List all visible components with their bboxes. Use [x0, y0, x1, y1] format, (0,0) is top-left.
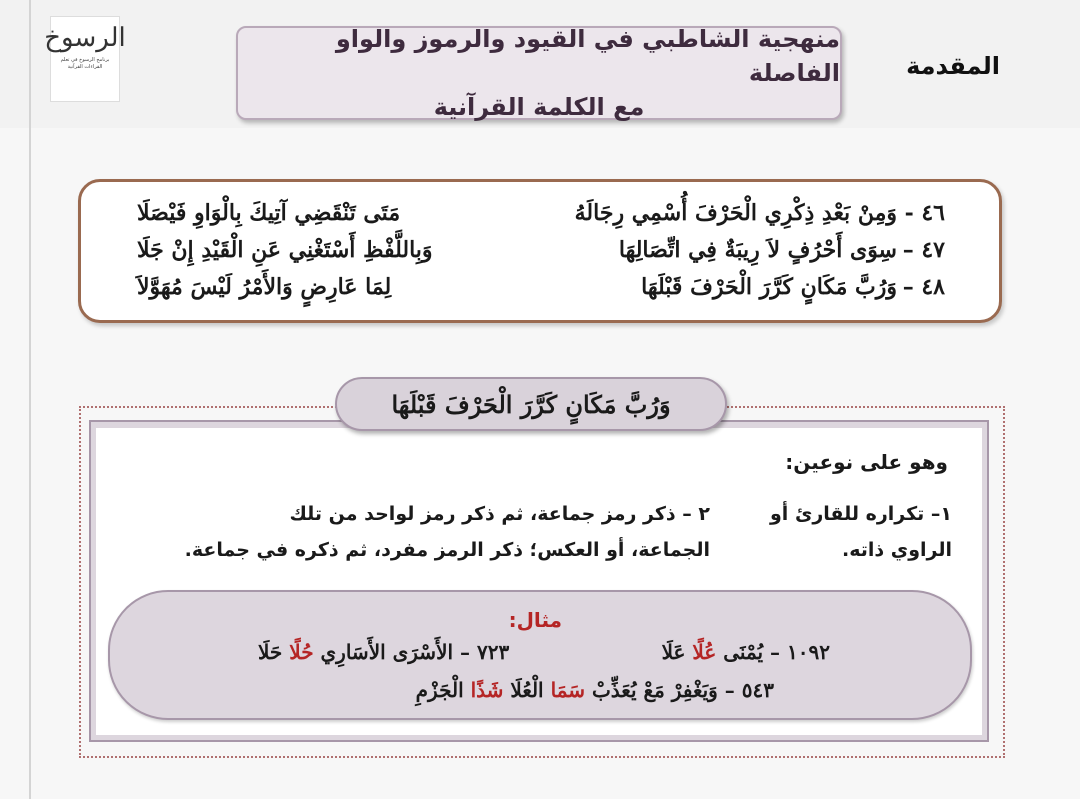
example-text: ٥٤٣ – وَيَغْفِرْ مَعْ يُعَذِّبْ [585, 678, 774, 702]
title-line-1: منهجية الشاطبي في القيود والرموز والواو الفاصلة [335, 25, 840, 87]
example-box [108, 590, 972, 720]
logo-calligraphy: الرسوخ [44, 23, 126, 53]
example-symbol: شَذًا [470, 678, 504, 702]
title-line-2: مع الكلمة القرآنية [433, 93, 645, 121]
example-text: حَلَا [258, 640, 290, 664]
explanation-title: وَرُبَّ مَكَانٍ كَرَّرَ الْحَرْفَ قَبْلَهَا [335, 377, 727, 431]
example-text: ٧٢٣ – الأَسْرَى الأَسَارِي [313, 640, 510, 664]
title-box [236, 26, 842, 120]
verse-first-hemistich: سِوَى أَحْرُفٍ لاَ رِيبَةٌ فِي اتِّصَالِهَا [618, 237, 897, 263]
verse-row [81, 237, 1005, 277]
example-line [416, 678, 774, 702]
example-text: الْعُلَا [503, 678, 551, 702]
left-divider [29, 0, 31, 799]
example-symbol: حُلًا [289, 640, 314, 664]
verse-number: ٤٨ – [902, 274, 945, 300]
logo-caption: برنامج الرسوخ في تعلم القراءات القرآنية [60, 57, 110, 70]
verse-first-hemistich: وَرُبَّ مَكَانٍ كَرَّرَ الْحَرْفَ قَبْلَهَا [641, 274, 897, 300]
program-logo [44, 16, 126, 102]
example-symbol: عُلًا [692, 640, 717, 664]
kind-one-line: ١– تكراره للقارئ أو [770, 503, 952, 525]
example-text: عَلَا [661, 640, 693, 664]
example-text: الْجَزْمِ [415, 678, 471, 702]
verse-row [81, 274, 1005, 314]
example-text: ١٠٩٢ – يُمْنَى [716, 640, 830, 664]
kind-one-line: الراوي ذاته. [842, 539, 952, 561]
kind-one [742, 496, 952, 568]
verse-first-hemistich: وَمِنْ بَعْدِ ذِكْرِي الْحَرْفَ أُسْمِي رِجَالَهُ [574, 200, 897, 226]
verses-box [78, 179, 1002, 323]
example-label: مثال: [508, 608, 562, 632]
example-line [662, 640, 830, 664]
section-label: المقدمة [906, 52, 1000, 80]
verse-number: ٤٦ - [904, 200, 945, 226]
verse-second-hemistich: مَتَى تَنْقَضِي آتِيكَ بِالْوَاوِ فَيْصَلَا [137, 200, 401, 226]
kind-two-line: ٢ – ذكر رمز جماعة، ثم ذكر رمز لواحد من تلك [289, 503, 710, 525]
verse-second-hemistich: وَبِاللَّفْظِ أَسْتَغْنِي عَنِ الْقَيْدِ إِنْ جَلَا [137, 237, 433, 263]
example-line [258, 640, 509, 664]
kind-two [142, 496, 710, 568]
verse-row [81, 200, 1005, 240]
kinds-intro: وهو على نوعين: [785, 450, 948, 474]
kind-two-line: الجماعة، أو العكس؛ ذكر الرمز مفرد، ثم ذكره في جماعة. [184, 539, 710, 561]
example-symbol: سَمَا [550, 678, 586, 702]
verse-second-hemistich: لِمَا عَارِضٍ وَالأَمْرُ لَيْسَ مُهَوَّلاَ [137, 274, 392, 300]
verse-number: ٤٧ – [902, 237, 945, 263]
